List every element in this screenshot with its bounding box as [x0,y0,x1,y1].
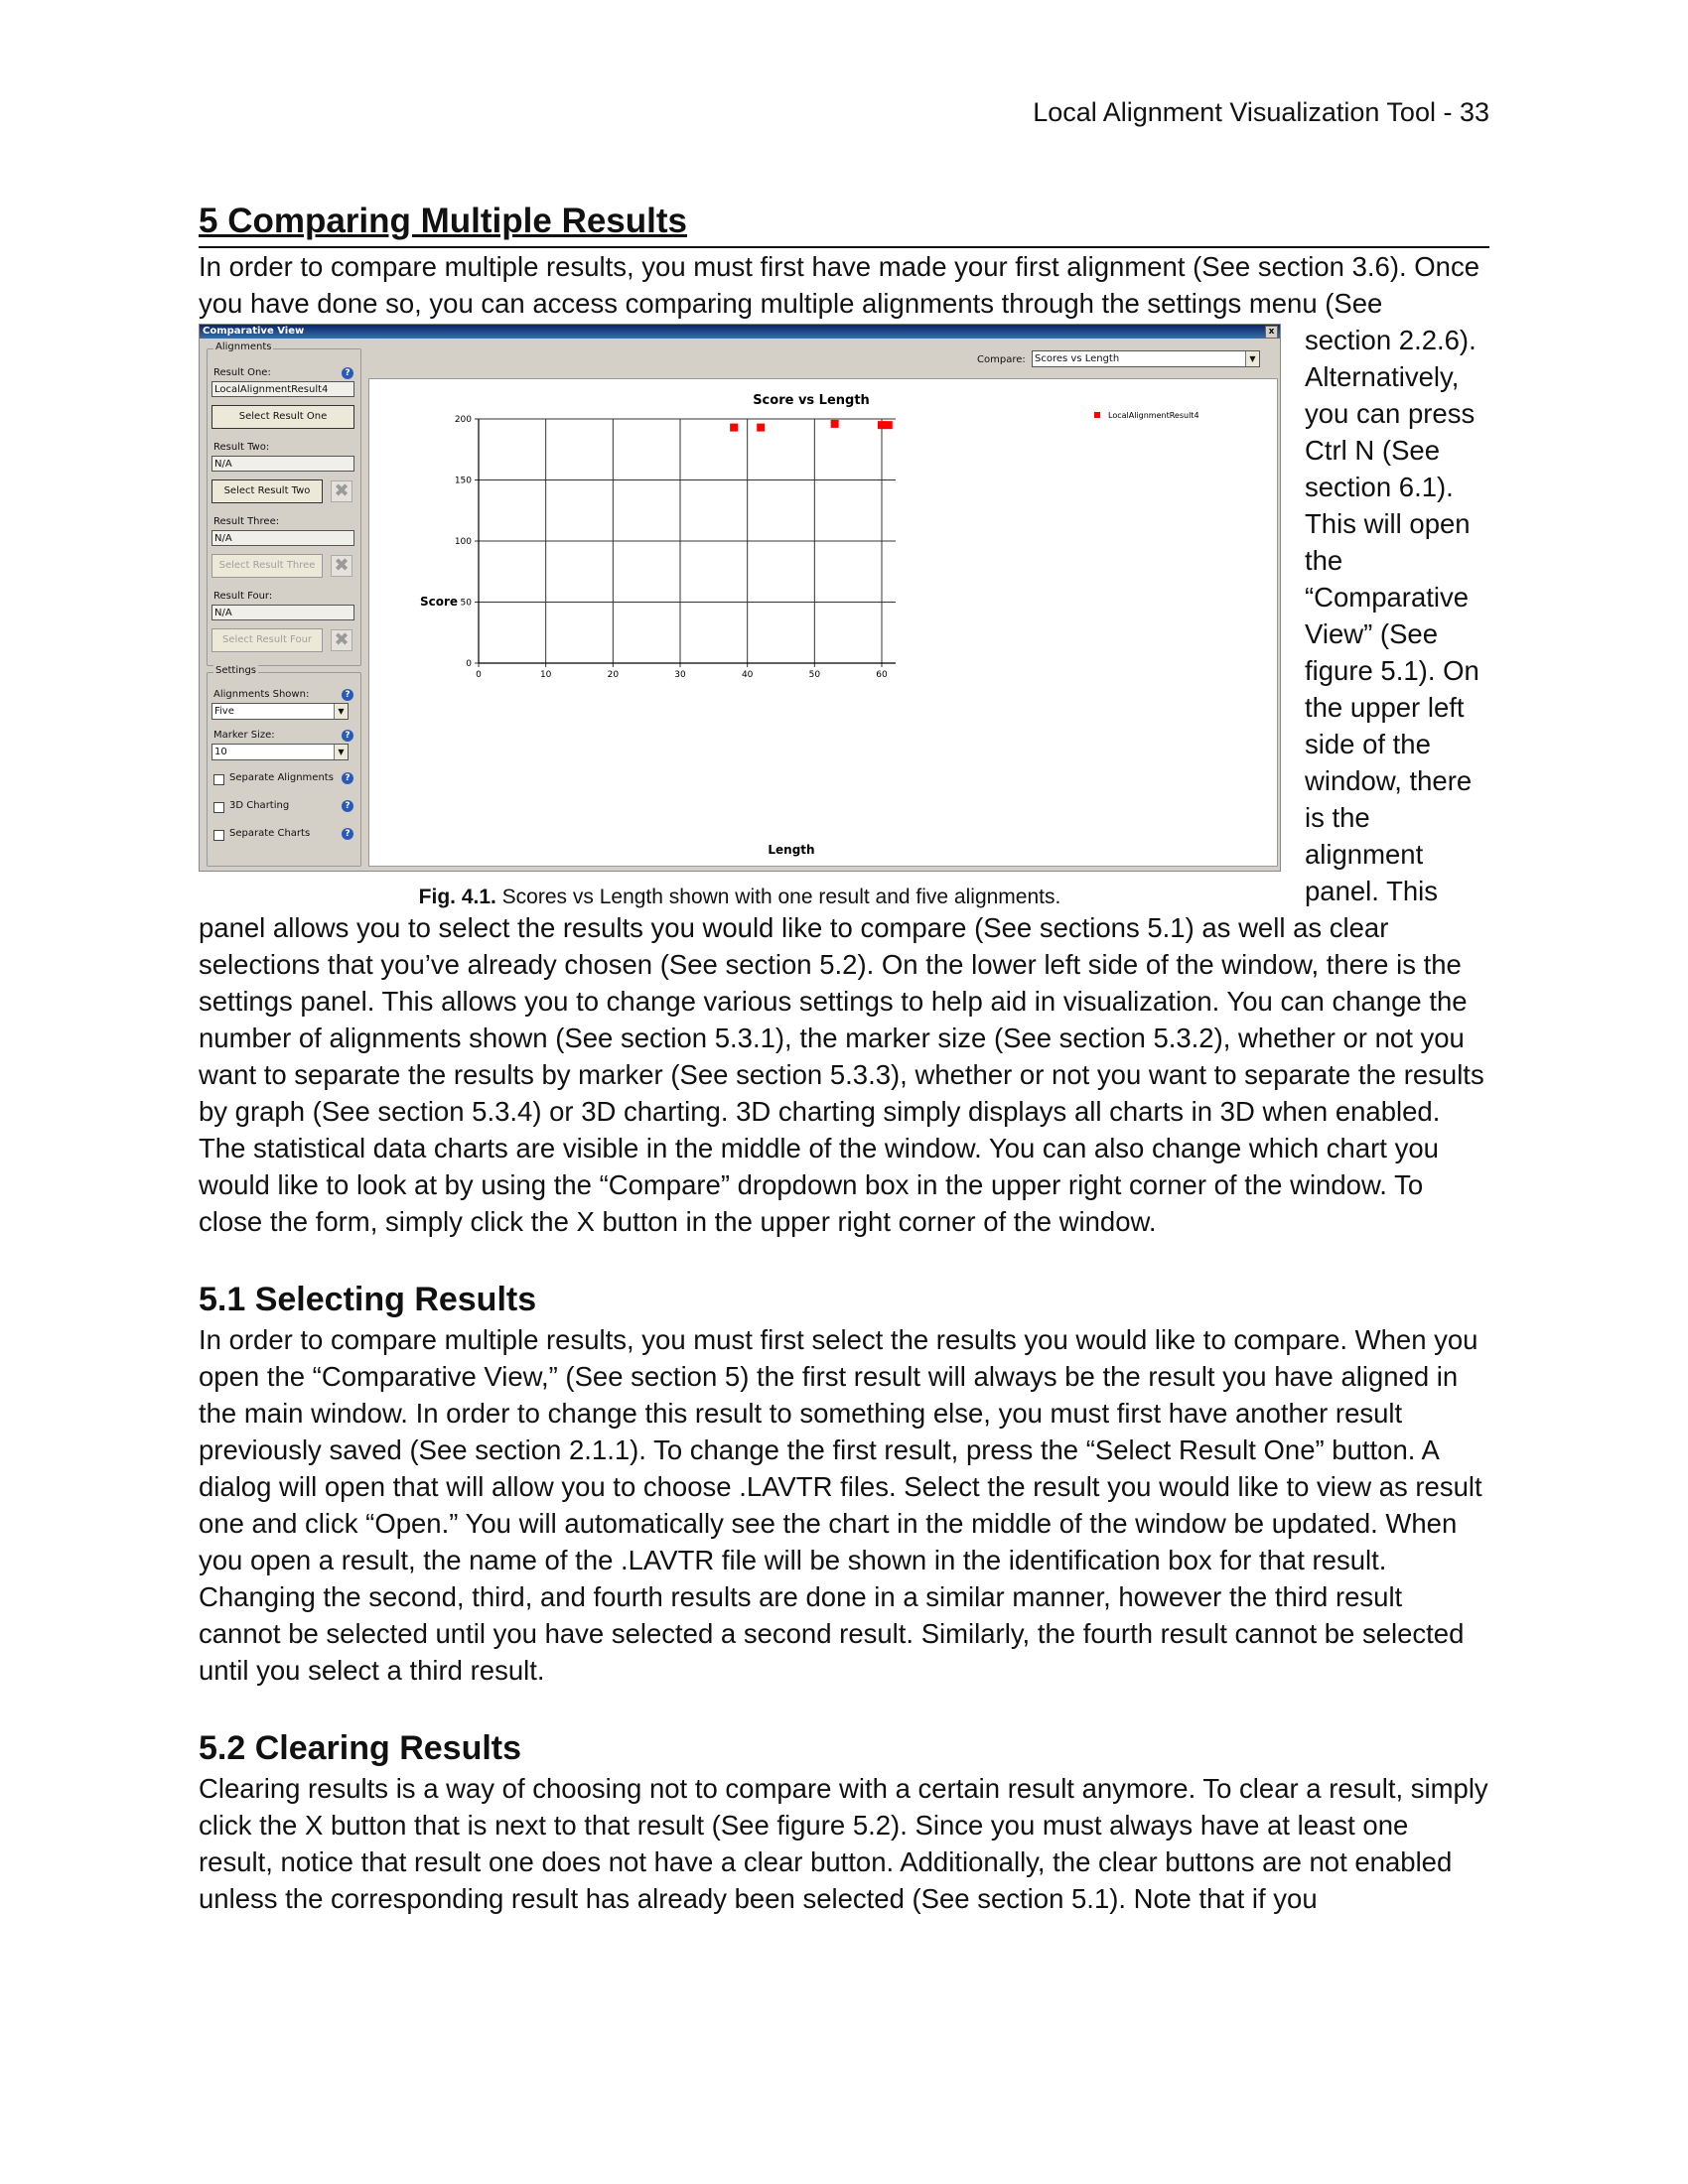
y-axis-label: Score [419,595,459,609]
data-point [885,421,893,429]
3d-charting-checkbox[interactable] [213,802,224,813]
subsection-5-2-body: Clearing results is a way of choosing not to compare with a certain result anymore. To clear a result, simply click the X button that is next to that result (See figure 5.2). Since you must always have at least one result, notice that result one does not have a clear button. Additionally, the clear buttons are not enabled unless the corresponding result has already been selected (See section 5.1). Note that if you [199,1773,1488,1914]
y-tick-label: 150 [454,476,472,486]
page-content [199,199,1489,1917]
x-tick-label: 30 [674,670,686,680]
clear-result-four-button[interactable]: ✖ [331,629,352,651]
separate-charts-label: Separate Charts [229,828,311,839]
result-two-label: Result Two: [213,442,270,453]
help-icon[interactable]: ? [342,730,353,742]
separate-alignments-label: Separate Alignments [229,772,334,783]
y-tick-label: 0 [466,659,472,669]
alignments-shown-value: Five [214,706,234,717]
intro-paragraph-wrap: section 2.2.6). Alternatively, you can press Ctrl N (See section 6.1). This will open the “Comparative View” (See figure 5.1). On the upper left side of the window, there is the alignment panel. This panel allows you to select the results you would like to compare (See sections 5.1) as well as clear selections that you’ve already chosen (See section 5.2). On the lower left side of the window, there is the settings panel. This allows you to change various settings to help aid in visualization. You can change the number of alignments shown (See section 5.3.1), the marker size (See section 5.3.2), whether or not you want to separate the results by marker (See section 5.3.3), whether or not you want to separate the results by graph (See section 5.3.4) or 3D charting. 3D charting simply displays all charts in 3D when enabled. The statistical data charts are visible in the middle of the window. You can also change which chart you would like to look at by using the “Compare” dropdown box in the upper right corner of the window. To close the form, simply click the X button in the upper right corner of the window. [199,325,1484,1237]
y-tick-label: 50 [460,598,472,609]
result-one-label: Result One: [213,367,271,378]
y-tick-label: 200 [454,415,472,425]
settings-group-label: Settings [215,665,257,676]
chevron-down-icon[interactable]: ▼ [334,745,348,759]
clear-result-three-button[interactable]: ✖ [331,555,352,577]
select-result-one-button[interactable]: Select Result One [211,405,354,429]
x-tick-label: 10 [539,670,552,680]
running-header: Local Alignment Visualization Tool - 33 [1033,97,1489,127]
score-vs-length-chart [369,379,1277,866]
intro-paragraph-lead: In order to compare multiple results, you must first have made your first alignment (See section 3.6). Once you have done so, you can access comparing multiple alignments through the settings menu (See [199,251,1480,319]
subsection-5-1-title: 5.1 Selecting Results [199,1281,537,1318]
data-point [831,420,839,428]
result-three-label: Result Three: [213,516,280,527]
chart-title: Score vs Length [753,393,870,408]
subsection-5-2-title: 5.2 Clearing Results [199,1729,522,1767]
figure-5-1 [199,324,1281,909]
chevron-down-icon[interactable]: ▼ [1245,351,1259,366]
help-icon[interactable]: ? [342,800,353,812]
marker-size-value: 10 [214,747,227,757]
result-four-id-box: N/A [211,605,354,620]
alignments-shown-dropdown[interactable] [211,703,349,720]
comparative-view-window [199,324,1281,872]
result-one-id-box: LocalAlignmentResult4 [211,381,354,397]
window-title: Comparative View [203,326,305,337]
help-icon[interactable]: ? [342,828,353,840]
3d-charting-label: 3D Charting [229,800,290,811]
separate-charts-checkbox[interactable] [213,830,224,841]
result-two-id-box: N/A [211,456,354,472]
help-icon[interactable]: ? [342,689,353,701]
data-point [757,424,765,432]
x-tick-label: 60 [876,670,888,680]
x-axis-label: Length [768,843,815,857]
section-title: 5 Comparing Multiple Results [199,199,1489,248]
compare-label: Compare: [977,354,1026,365]
figure-caption-label: Fig. 4.1. [418,886,496,908]
legend-marker [1094,412,1100,418]
alignments-group-label: Alignments [215,341,272,352]
x-tick-label: 50 [808,670,821,680]
x-tick-label: 0 [476,670,482,680]
separate-alignments-checkbox[interactable] [213,774,224,785]
legend-entry-label: LocalAlignmentResult4 [1108,411,1199,420]
select-result-three-button[interactable]: Select Result Three [211,554,323,578]
marker-size-label: Marker Size: [213,730,275,741]
x-tick-label: 40 [741,670,754,680]
help-icon[interactable]: ? [342,367,353,379]
help-icon[interactable]: ? [342,772,353,784]
compare-dropdown[interactable] [1032,350,1260,367]
result-four-label: Result Four: [213,591,273,602]
subsection-5-1-body: In order to compare multiple results, you must first select the results you would like to compare. When you open the “Comparative View,” (See section 5) the first result will always be the result you have aligned in the main window. In order to change this result to something else, you must first have another result previously saved (See section 2.1.1). To change the first result, press the “Select Result One” button. A dialog will open that will allow you to choose .LAVTR files. Select the result you would like to view as result one and click “Open.” You will automatically see the chart in the middle of the window be updated. When you open a result, the name of the .LAVTR file will be shown in the identification box for that result. Changing the second, third, and fourth results are done in a similar manner, however the third result cannot be selected until you have selected a second result. Similarly, the fourth result cannot be selected until you select a third result. [199,1324,1482,1686]
y-tick-label: 100 [454,537,472,547]
alignments-shown-label: Alignments Shown: [213,689,310,700]
data-point [730,424,738,432]
clear-result-two-button[interactable]: ✖ [331,480,352,502]
compare-value: Scores vs Length [1035,353,1120,364]
select-result-four-button[interactable]: Select Result Four [211,628,323,652]
select-result-two-button[interactable]: Select Result Two [211,479,323,503]
window-close-button[interactable]: x [1265,326,1278,339]
chart-panel [368,378,1278,867]
window-titlebar [200,325,1280,339]
figure-caption-text: Scores vs Length shown with one result and five alignments. [495,886,1061,908]
result-three-id-box: N/A [211,530,354,546]
chevron-down-icon[interactable]: ▼ [334,704,348,719]
figure-caption [199,886,1281,909]
x-tick-label: 20 [607,670,620,680]
marker-size-dropdown[interactable] [211,744,349,760]
